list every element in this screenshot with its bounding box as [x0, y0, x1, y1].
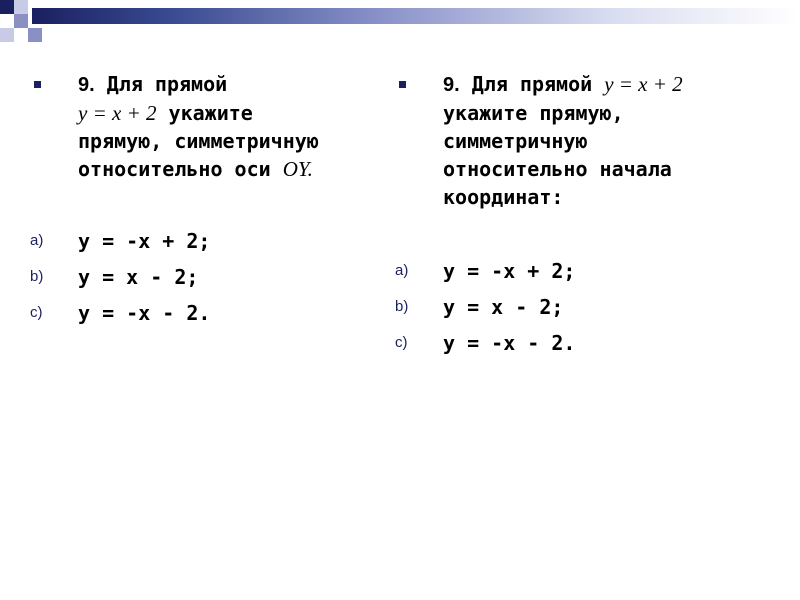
option-letter: b) [30, 268, 44, 285]
square-bullet-icon [34, 81, 41, 88]
equation: y = x + 2 [604, 72, 683, 96]
slide-header-decoration [0, 0, 800, 52]
header-square-mid [14, 14, 28, 28]
left-question [30, 70, 375, 183]
answer-option-b [395, 289, 735, 325]
option-letter: a) [395, 262, 409, 279]
answer-option-a [30, 223, 375, 259]
option-text: y = -x - 2. [78, 301, 211, 325]
header-square-mid [28, 28, 42, 42]
answer-option-c [395, 325, 735, 361]
right-answer-options [395, 253, 735, 361]
option-letter: c) [30, 304, 43, 321]
option-text: y = x - 2; [443, 295, 564, 319]
answer-option-b [30, 259, 375, 295]
header-square-light [0, 28, 14, 42]
left-answer-options [30, 223, 375, 331]
option-text: y = -x - 2. [443, 331, 576, 355]
option-letter: c) [395, 334, 408, 351]
option-letter: b) [395, 298, 409, 315]
option-letter: a) [30, 232, 44, 249]
axis-name: OY. [282, 157, 313, 181]
right-question [395, 70, 735, 211]
right-question-text: 9. Для прямой y = x + 2 укажите прямую, симметричную относительно начала координат: [443, 72, 683, 209]
question-number: 9. [78, 74, 95, 96]
option-text: y = -x + 2; [78, 229, 211, 253]
answer-option-c [30, 295, 375, 331]
option-text: y = -x + 2; [443, 259, 576, 283]
left-question-text: 9. Для прямой y = x + 2 укажите прямую, симметричную относительно оси OY. [78, 72, 319, 181]
square-bullet-icon [399, 81, 406, 88]
option-text: y = x - 2; [78, 265, 199, 289]
equation: y = x + 2 [78, 101, 157, 125]
header-square-dark [0, 0, 14, 14]
question-number: 9. [443, 74, 460, 96]
right-question-column [395, 70, 735, 361]
header-square-light [14, 0, 28, 14]
left-question-column [30, 70, 375, 331]
header-gradient-bar [32, 8, 798, 24]
answer-option-a [395, 253, 735, 289]
